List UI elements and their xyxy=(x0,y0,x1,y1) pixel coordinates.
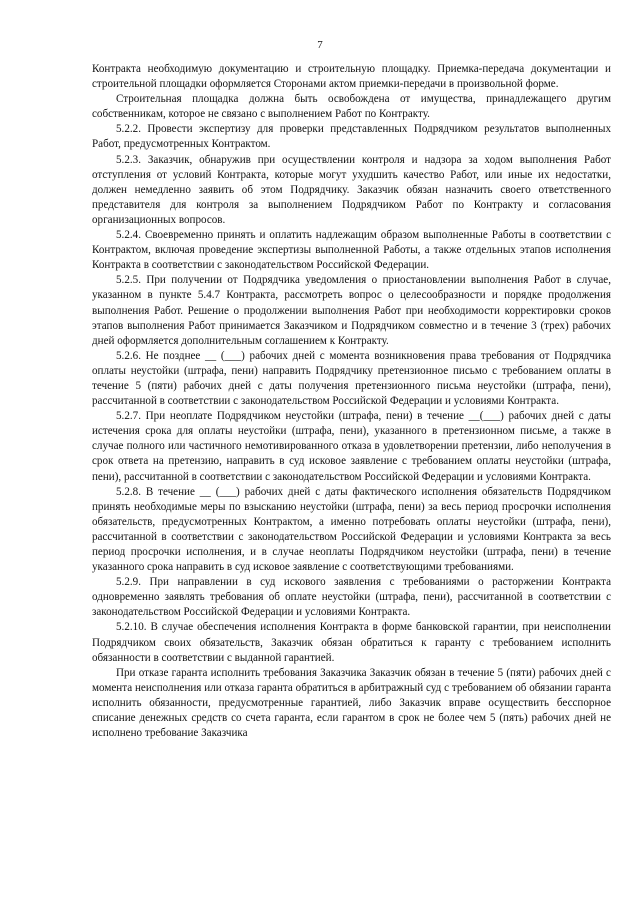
paragraph-continuation: Контракта необходимую документацию и строительную площадку. Приемка-передача документации и строительной площадки оформляется Сторонами актом приемки-передачи в произвольной форме. xyxy=(92,63,611,91)
paragraph-5-2-10: 5.2.10. В случае обеспечения исполнения Контракта в форме банковской гарантии, при неисполнении Подрядчиком своих обязательств, Заказчик обязан обратиться к гаранту с требованием исполнить обязанности в соответствии с выданной гарантией. xyxy=(92,621,611,664)
paragraph-5-2-9: 5.2.9. При направлении в суд искового заявления с требованиями о расторжении Контракта одновременно заявлять требования об оплате неустойки (штрафа, пени), рассчитанной в соответствии с законодательством Российской Федерации и условиями Контракта. xyxy=(92,576,611,619)
paragraph-5-2-7: 5.2.7. При неоплате Подрядчиком неустойки (штрафа, пени) в течение __(___) рабочих дней с даты истечения срока для оплаты неустойки (штрафа, пени), указанного в претензионном письме, а также в случае полного или частичного немотивированного отказа в удовлетворении претензии, либо неполучения в срок ответа на претензию, направить в суд исковое заявление с требованием оплаты неустойки (штрафа, пени), рассчитанной в соответствии с законодательством Российской Федерации и условиями Контракта. xyxy=(92,410,611,483)
paragraph-5-2-2: 5.2.2. Провести экспертизу для проверки представленных Подрядчиком результатов выполненных Работ, предусмотренных Контрактом. xyxy=(92,123,611,151)
paragraph-5-2-8: 5.2.8. В течение __ (___) рабочих дней с даты фактического исполнения обязательств Подрядчиком принять необходимые меры по взысканию неустойки (штрафа, пени) за весь период просрочки исполнения обязательств, предусмотренных Контрактом, а именно потребовать оплаты неустойки (штрафа, пени), рассчитанной в соответствии с законодательством Российской Федерации и условиями Контракта за весь период просрочки исполнения, и в случае неоплаты Подрядчиком неустойки (штрафа, пени) в течение указанного срока направить в суд исковое заявление с соответствующими требованиями. xyxy=(92,485,611,574)
paragraph-5-2-6: 5.2.6. Не позднее __ (___) рабочих дней с момента возникновения права требования от Подрядчика оплаты неустойки (штрафа, пени) направить Подрядчику претензионное письмо с требованием оплаты в течение 5 (пяти) рабочих дней с даты получения претензионного письма неустойки (штрафа, пени), рассчитанной в соответствии с законодательством Российской Федерации и условиями Контракта. xyxy=(92,349,611,408)
page-number: 7 xyxy=(317,39,323,51)
paragraph-construction-site: Строительная площадка должна быть освобождена от имущества, принадлежащего другим собственникам, которое не связано с выполнением Работ по Контракту. xyxy=(92,93,611,121)
paragraph-5-2-5: 5.2.5. При получении от Подрядчика уведомления о приостановлении выполнения Работ в случае, указанном в пункте 5.4.7 Контракта, рассмотреть вопрос о целесообразности и порядке продолжения выполнения Работ. Решение о продолжении выполнения Работ при необходимости корректировки сроков этапов выполнения Работ принимается Заказчиком и Подрядчиком совместно и в течение 3 (трех) рабочих дней оформляется дополнительным соглашением к Контракту. xyxy=(92,274,611,347)
paragraph-5-2-4: 5.2.4. Своевременно принять и оплатить надлежащим образом выполненные Работы в соответствии с Контрактом, включая проведение экспертизы выполненной Работы, а также отдельных этапов исполнения Контракта в соответствии с законодательством Российской Федерации. xyxy=(92,229,611,272)
document-body xyxy=(92,62,611,741)
paragraph-guarantor-refusal: При отказе гаранта исполнить требования Заказчика Заказчик обязан в течение 5 (пяти) рабочих дней с момента неисполнения или отказа гаранта обратиться в арбитражный суд с требованием об обязании гаранта исполнить обязанности, предусмотренные гарантией, либо Заказчик вправе осуществить бесспорное списание денежных средств со счета гаранта, если гарантом в срок не более чем 5 (пять) рабочих дней не исполнено требование Заказчика xyxy=(92,666,611,740)
paragraph-5-2-3: 5.2.3. Заказчик, обнаружив при осуществлении контроля и надзора за ходом выполнения Работ отступления от условий Контракта, которые могут ухудшить качество Работ, или иные их недостатки, должен немедленно заявить об этом Подрядчику. Заказчик обязан назначить своего ответственного представителя для контроля за выполнением Подрядчиком Работ по Контракту и согласования организационных вопросов. xyxy=(92,153,611,226)
